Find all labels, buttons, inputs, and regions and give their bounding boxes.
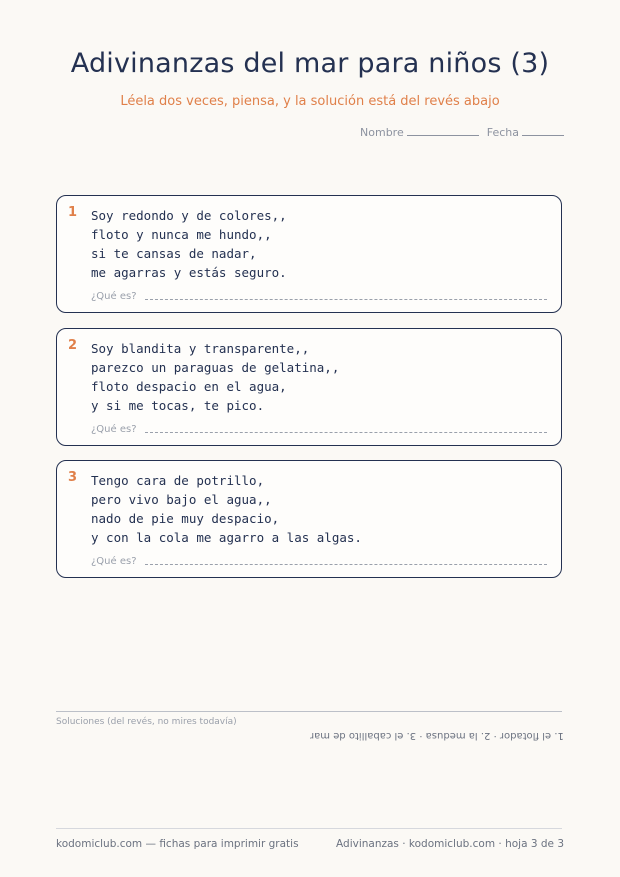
- riddle-card-3: [56, 460, 562, 578]
- riddle-text: Soy blandita y transparente,, parezco un paraguas de gelatina,, floto despacio en el agua, y si me tocas, te pico.: [91, 341, 340, 413]
- riddle-number: 2: [68, 338, 78, 353]
- answer-row: [91, 556, 547, 567]
- solutions-upside-down: 1. el flotador · 2. la medusa · 3. el caballito de mar: [310, 730, 564, 741]
- page-subtitle: Léela dos veces, piensa, y la solución está del revés abajo: [120, 94, 500, 109]
- solutions-divider: [56, 711, 562, 712]
- answer-label: ¿Qué es?: [91, 556, 137, 567]
- riddle-number: 1: [68, 205, 78, 220]
- footer-left: kodomiclub.com — fichas para imprimir gratis: [56, 838, 299, 850]
- answer-line: [145, 563, 547, 565]
- answer-row: [91, 424, 547, 435]
- name-field: [360, 126, 479, 139]
- riddle-number: 3: [68, 470, 78, 485]
- footer-divider: [56, 828, 562, 829]
- riddle-card-1: [56, 195, 562, 313]
- answer-line: [145, 431, 547, 433]
- name-date-fields: [360, 126, 564, 139]
- name-blank-line: [407, 134, 479, 136]
- date-blank-line: [522, 134, 564, 136]
- name-label: Nombre: [360, 126, 404, 139]
- answer-label: ¿Qué es?: [91, 424, 137, 435]
- answer-line: [145, 298, 547, 300]
- footer-right: Adivinanzas · kodomiclub.com · hoja 3 de 3: [336, 838, 564, 850]
- solutions-label: Soluciones (del revés, no mires todavía): [56, 717, 237, 727]
- page-title: Adivinanzas del mar para niños (3): [70, 48, 550, 79]
- answer-label: ¿Qué es?: [91, 291, 137, 302]
- riddle-text: Soy redondo y de colores,, floto y nunca me hundo,, si te cansas de nadar, me agarras y estás seguro.: [91, 208, 287, 280]
- riddle-card-2: [56, 328, 562, 446]
- riddle-text: Tengo cara de potrillo, pero vivo bajo el agua,, nado de pie muy despacio, y con la cola me agarro a las algas.: [91, 473, 362, 545]
- date-field: [487, 126, 564, 139]
- answer-row: [91, 291, 547, 302]
- date-label: Fecha: [486, 126, 519, 139]
